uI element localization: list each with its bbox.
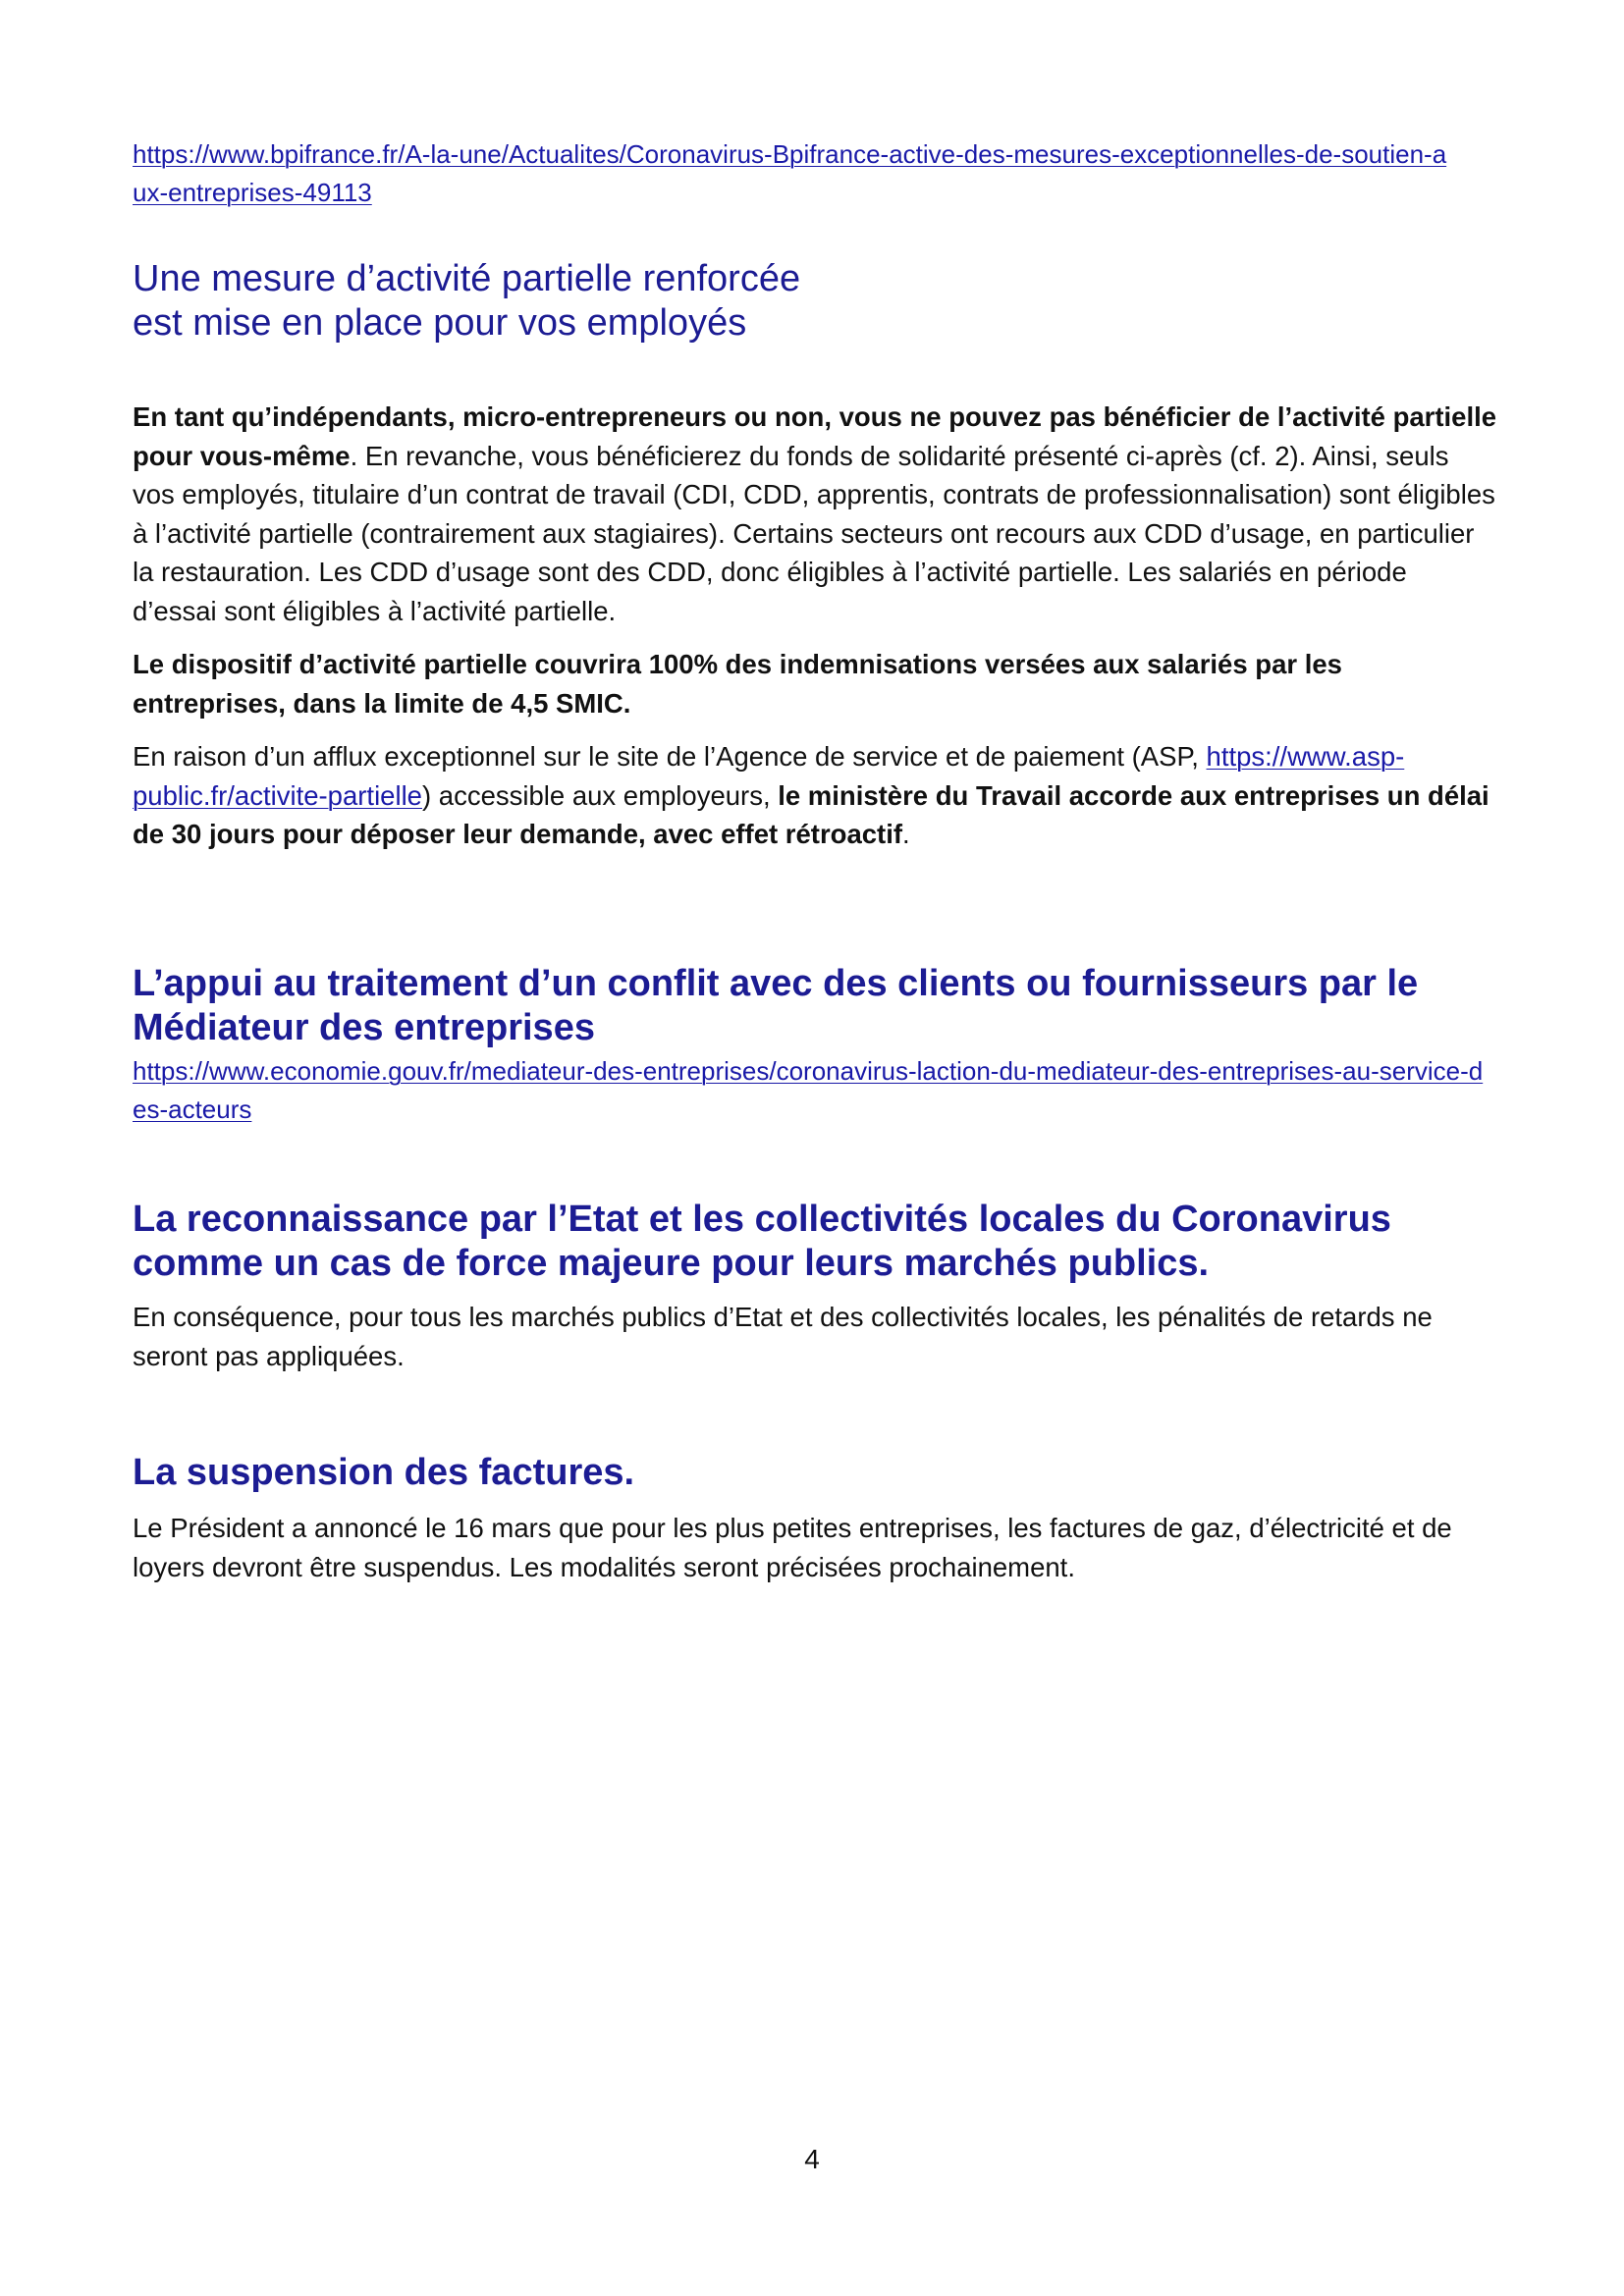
section-factures xyxy=(133,1451,1497,1586)
mediateur-link[interactable]: https://www.economie.gouv.fr/mediateur-des-entreprises/coronavirus-laction-du-mediateur-des-entreprises-au-service-des-acteurs xyxy=(133,1056,1484,1124)
section-activite-body xyxy=(133,398,1497,854)
bpifrance-link[interactable]: https://www.bpifrance.fr/A-la-une/Actualites/Coronavirus-Bpifrance-active-des-mesures-exceptionnelles-de-soutien-aux-entreprises-49113 xyxy=(133,139,1447,207)
section-title: La reconnaissance par l’Etat et les collectivités locales du Coronavirus comme un cas de force majeure pour leurs marchés publics. xyxy=(133,1199,1391,1284)
page-number: 4 xyxy=(804,2144,820,2174)
section-force-majeure xyxy=(133,1198,1497,1375)
top-link-block xyxy=(133,135,1497,212)
asp-link[interactable]: https://www.asp-public.fr/activite-partielle xyxy=(133,741,1405,811)
paragraph-factures: Le Président a annoncé le 16 mars que pour les plus petites entreprises, les factures de gaz, d’électricité et de loyers devront être suspendus. Les modalités seront précisées prochainement. xyxy=(133,1513,1452,1582)
paragraph-independants: En tant qu’indépendants, micro-entrepreneurs ou non, vous ne pouvez pas bénéficier de l’activité partielle pour vous-même. En revanche, vous bénéficierez du fonds de solidarité présenté ci-après (cf. 2). Ainsi, seuls vos employés, titulaire d’un contrat de travail (CDI, CDD, apprentis, contrats de professionnalisation) sont éligibles à l’activité partielle (contrairement aux stagiaires). Certains secteurs ont recours aux CDD d’usage, en particulier la restauration. Les CDD d’usage sont des CDD, donc éligibles à l’activité partielle. Les salariés en période d’essai sont éligibles à l’activité partielle. xyxy=(133,401,1497,626)
section-mediateur xyxy=(133,962,1497,1129)
paragraph-dispositif: Le dispositif d’activité partielle couvrira 100% des indemnisations versées aux salariés par les entreprises, dans la limite de 4,5 SMIC. xyxy=(133,649,1342,719)
section-title: Une mesure d’activité partielle renforcée est mise en place pour vos employés xyxy=(133,258,801,344)
paragraph-asp: En raison d’un afflux exceptionnel sur le site de l’Agence de service et de paiement (ASP, https://www.asp-public.fr/activite-partielle) accessible aux employeurs, le ministère du Travail accorde aux entreprises un délai de 30 jours pour déposer leur demande, avec effet rétroactif. xyxy=(133,741,1489,849)
paragraph-force-majeure: En conséquence, pour tous les marchés publics d’Etat et des collectivités locales, les pénalités de retards ne seront pas appliquées. xyxy=(133,1302,1433,1371)
section-activite-partielle xyxy=(133,257,1497,346)
section-title: L’appui au traitement d’un conflit avec des clients ou fournisseurs par le Médiateur des entreprises xyxy=(133,963,1419,1048)
section-title: La suspension des factures. xyxy=(133,1452,635,1493)
